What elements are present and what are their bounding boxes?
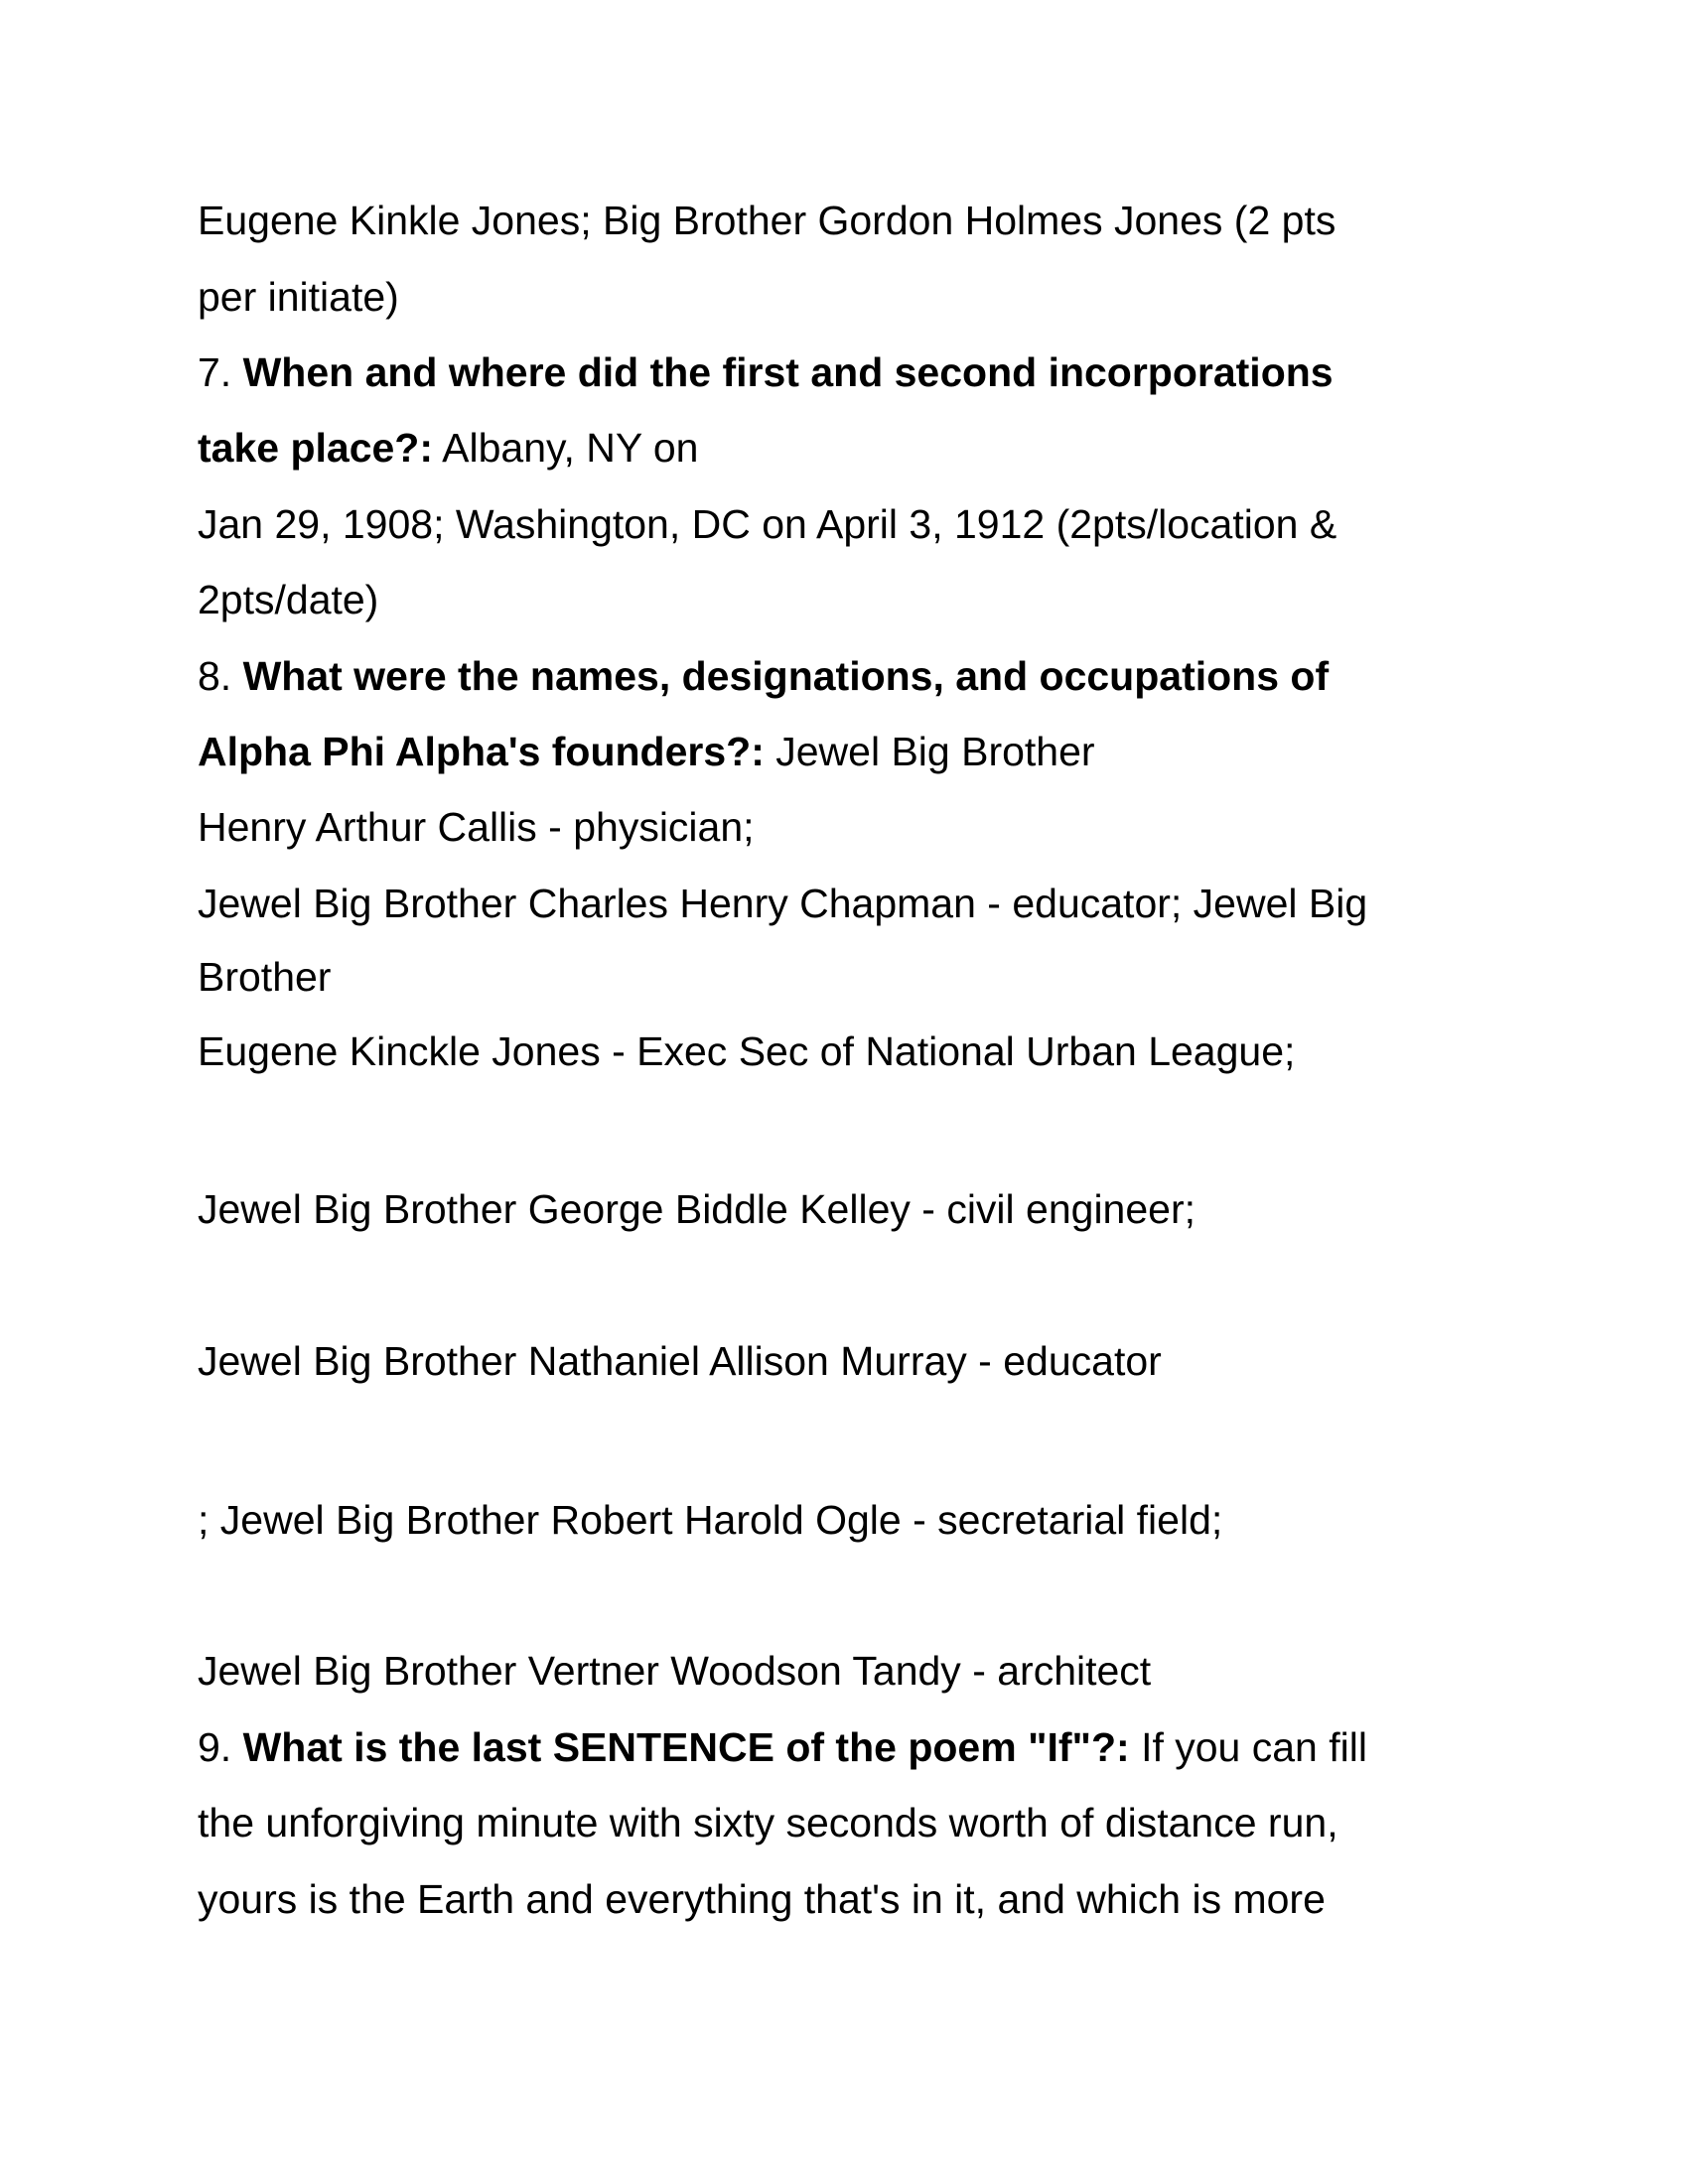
question-text: Alpha Phi Alpha's founders?: [198,729,765,774]
question-text: take place?: [198,425,433,471]
line-text: 2pts/date) [198,577,379,622]
line-text: Jewel Big Brother Charles Henry Chapman - educator; Jewel Big [198,881,1368,926]
line-text: the unforgiving minute with sixty seconds worth of distance run, [198,1800,1338,1845]
line-text: Jewel Big Brother Vertner Woodson Tandy - architect [198,1648,1152,1694]
question-number: 7. [198,349,243,395]
question-8-line [198,651,1329,701]
answer-line [198,575,378,624]
question-text: When and where did the first and second incorporations [242,349,1334,395]
answer-line [198,1798,1338,1847]
line-text: per initiate) [198,274,399,320]
text-line [198,196,1336,245]
answer-line [198,1874,1326,1924]
line-text: ; Jewel Big Brother Robert Harold Ogle - secretarial field; [198,1497,1223,1543]
answer-line [198,952,331,1002]
text-line [198,272,399,322]
line-text: yours is the Earth and everything that's in it, and which is more [198,1876,1326,1922]
answer-line [198,879,1367,928]
answer-line [198,1184,1196,1234]
line-text: Henry Arthur Callis - physician; [198,804,755,850]
question-8-line [198,727,1095,776]
answer-line [198,1495,1222,1545]
answer-text: Jewel Big Brother [764,729,1095,774]
question-number: 8. [198,653,243,699]
line-text: Eugene Kinkle Jones; Big Brother Gordon Holmes Jones (2 pts [198,198,1336,243]
question-7-line [198,423,698,473]
answer-line [198,1336,1162,1386]
question-7-line [198,347,1334,397]
line-text: Jan 29, 1908; Washington, DC on April 3, 1912 (2pts/location & [198,501,1337,547]
line-text: Jewel Big Brother Nathaniel Allison Murray - educator [198,1338,1162,1384]
answer-text: If you can fill [1129,1724,1367,1770]
line-text: Jewel Big Brother George Biddle Kelley - civil engineer; [198,1186,1196,1232]
answer-text: Albany, NY on [433,425,699,471]
question-text: What is the last SENTENCE of the poem "If"?: [242,1724,1130,1770]
answer-line [198,1026,1295,1076]
question-number: 9. [198,1724,243,1770]
answer-line [198,499,1336,549]
answer-line [198,802,755,852]
line-text: Eugene Kinckle Jones - Exec Sec of National Urban League; [198,1028,1296,1074]
question-text: What were the names, designations, and occupations of [242,653,1330,699]
line-text: Brother [198,954,332,1000]
question-9-line [198,1722,1367,1772]
answer-line [198,1646,1151,1696]
